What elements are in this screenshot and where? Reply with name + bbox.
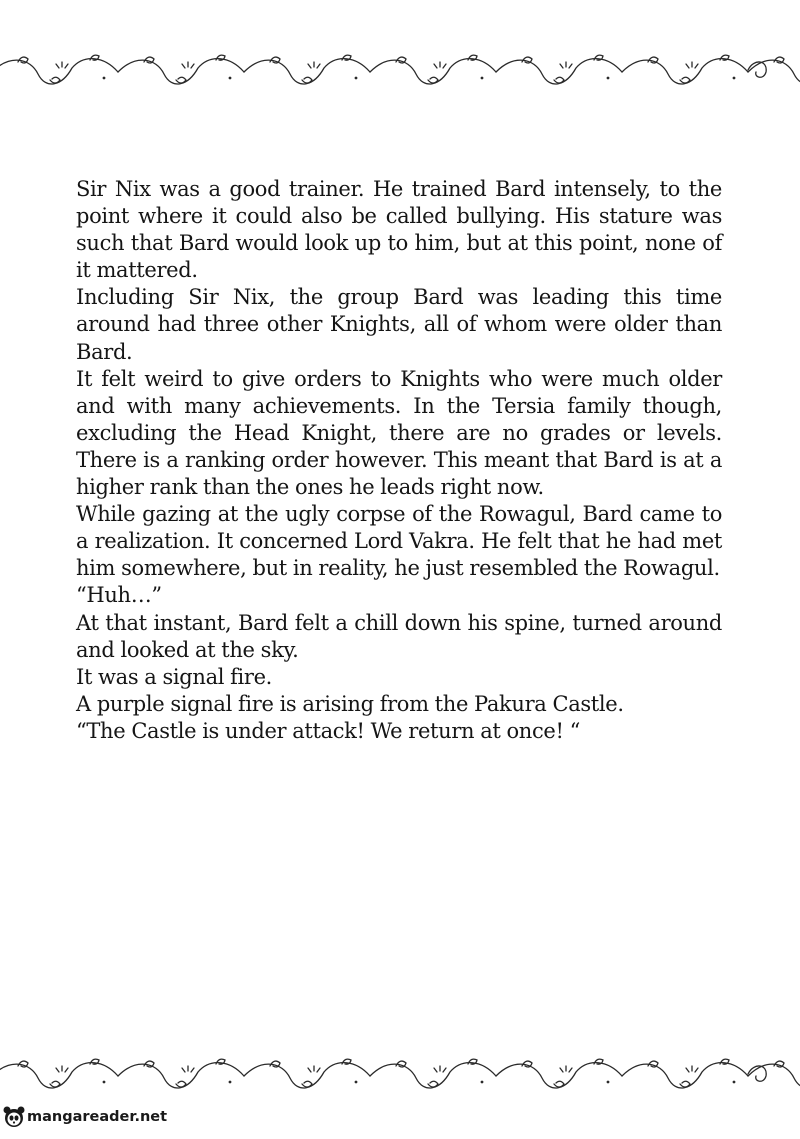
paragraph: “Huh…”	[76, 583, 162, 608]
watermark	[2, 1104, 167, 1130]
paragraph: Including Sir Nix, the group Bard was leading this time around had three other Knights, all of whom were older than Bard.	[76, 285, 722, 364]
top-ornamental-border	[0, 48, 800, 92]
paragraph: At that instant, Bard felt a chill down his spine, turned around and looked at the sky.	[76, 610, 722, 662]
story-text	[76, 176, 722, 745]
watermark-text: mangareader.net	[27, 1109, 168, 1125]
paragraph: A purple signal fire is arising from the Pakura Castle.	[76, 691, 624, 716]
paragraph: Sir Nix was a good trainer. He trained Bard intensely, to the point where it could also be called bullying. His stature was such that Bard would look up to him, but at this point, none of it mattered.	[76, 177, 722, 283]
panda-icon	[2, 1105, 26, 1129]
paragraph: It felt weird to give orders to Knights who were much older and with many achievements. In the Tersia family though, excluding the Head Knight, there are no grades or levels. There is a ranking order however. This meant that Bard is at a higher rank than the ones he leads right now.	[76, 366, 722, 500]
paragraph: While gazing at the ugly corpse of the Rowagul, Bard came to a realization. It concerned Lord Vakra. He felt that he had met him somewhere, but in reality, he just resembled the Rowagul.	[76, 502, 722, 581]
paragraph: “The Castle is under attack! We return at once! “	[76, 718, 580, 743]
paragraph: It was a signal fire.	[76, 664, 273, 689]
bottom-ornamental-border	[0, 1052, 800, 1096]
